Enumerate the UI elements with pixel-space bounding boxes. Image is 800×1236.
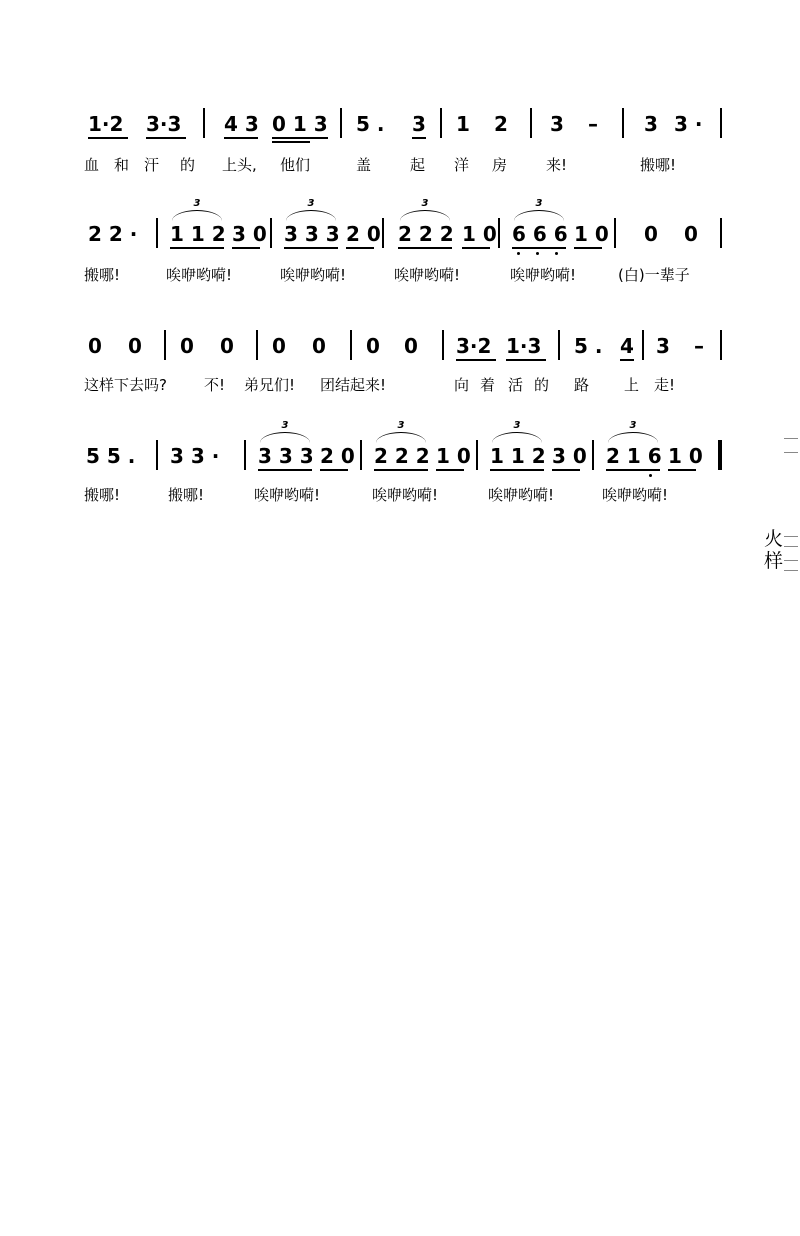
lyric: 汗 (144, 156, 160, 174)
lyrics-line (84, 484, 744, 508)
bar-line (720, 330, 722, 360)
note: 2 0 (346, 222, 381, 246)
side-char: 样 (764, 550, 784, 572)
note: 3 (412, 112, 426, 136)
lyric: 起 (410, 156, 426, 174)
bar-line (614, 218, 616, 248)
triplet-slur: 3 (514, 210, 564, 221)
bar-line (382, 218, 384, 248)
margin-mark (784, 438, 798, 439)
note: 1 0 (574, 222, 609, 246)
note: 1 (456, 112, 470, 136)
note: 0 (272, 334, 286, 358)
note: 0 (366, 334, 380, 358)
note: 0 (180, 334, 194, 358)
lyric: 盖 (356, 156, 372, 174)
triplet-slur: 3 (286, 210, 336, 221)
margin-mark (784, 536, 798, 537)
lyric: 搬哪! (84, 486, 121, 504)
margin-mark (784, 570, 798, 571)
bar-line (270, 218, 272, 248)
note: – (588, 112, 598, 136)
lyric: 向 (454, 376, 470, 394)
lyric: 唉咿哟嗬! (280, 266, 347, 284)
lyric: 唉咿哟嗬! (602, 486, 669, 504)
note: 0 (684, 222, 698, 246)
lyric: 搬哪! (168, 486, 205, 504)
bar-line (622, 108, 624, 138)
note: 3·3 (146, 112, 182, 136)
lyric: 房 (492, 156, 508, 174)
note: 0 (644, 222, 658, 246)
bar-line (256, 330, 258, 360)
note: 0 (88, 334, 102, 358)
note: 1·3 (506, 334, 542, 358)
triplet-slur: 3 (492, 432, 542, 443)
bar-line (156, 440, 158, 470)
lyric: 洋 (454, 156, 470, 174)
note: 4 3 (224, 112, 259, 136)
lyric: 唉咿哟嗬! (510, 266, 577, 284)
triplet-slur: 3 (260, 432, 310, 443)
note: 5 . (574, 334, 603, 358)
bar-line (558, 330, 560, 360)
note: 3 · (674, 112, 703, 136)
note: 1 0 (436, 444, 471, 468)
note: 3 (656, 334, 670, 358)
bar-line (203, 108, 205, 138)
bar-line (476, 440, 478, 470)
note: – (694, 334, 704, 358)
lyric: 的 (534, 376, 550, 394)
lyric: 不! (204, 376, 226, 394)
lyric: 的 (180, 156, 196, 174)
lyric: 和 (114, 156, 130, 174)
note: 3·2 (456, 334, 492, 358)
note: 5 . (356, 112, 385, 136)
note: 3 (644, 112, 658, 136)
triplet-slur: 3 (376, 432, 426, 443)
margin-mark (784, 546, 798, 547)
note: 3 3 3 (258, 444, 314, 468)
bar-line (442, 330, 444, 360)
note: 3 0 (552, 444, 587, 468)
bar-line (156, 218, 158, 248)
bar-line (720, 218, 722, 248)
bar-line (530, 108, 532, 138)
lyric: 团结起来! (320, 376, 387, 394)
triplet-slur: 3 (608, 432, 658, 443)
lyric: 唉咿哟嗬! (394, 266, 461, 284)
bar-line (340, 108, 342, 138)
lyric: (白)一辈子 (618, 266, 690, 284)
lyric: 唉咿哟嗬! (166, 266, 233, 284)
lyric: 走! (654, 376, 676, 394)
note: 2 1 6 (606, 444, 662, 468)
note: 3 (550, 112, 564, 136)
bar-line (360, 440, 362, 470)
bar-line (244, 440, 246, 470)
notes-line (84, 420, 744, 474)
bar-line (642, 330, 644, 360)
lyric: 弟兄们! (244, 376, 296, 394)
note: 3 0 (232, 222, 267, 246)
lyric: 着 (480, 376, 496, 394)
bar-line (592, 440, 594, 470)
final-bar-line (718, 440, 722, 470)
note: 0 (128, 334, 142, 358)
bar-line (350, 330, 352, 360)
bar-line (720, 108, 722, 138)
lyric: 搬哪! (640, 156, 677, 174)
note: 6 6 6 (512, 222, 568, 246)
notes-line (84, 112, 744, 142)
side-text-column (764, 528, 794, 572)
note: 5 5 . (86, 444, 136, 468)
lyric: 唉咿哟嗬! (254, 486, 321, 504)
lyric: 来! (546, 156, 568, 174)
note: 1·2 (88, 112, 124, 136)
triplet-slur: 3 (172, 210, 222, 221)
lyric: 他们 (280, 156, 311, 174)
bar-line (498, 218, 500, 248)
lyric: 血 (84, 156, 100, 174)
note: 1 1 2 (490, 444, 546, 468)
lyric: 唉咿哟嗬! (488, 486, 555, 504)
note: 0 (220, 334, 234, 358)
bar-line (164, 330, 166, 360)
note: 2 0 (320, 444, 355, 468)
lyric: 路 (574, 376, 590, 394)
note: 0 1 3 (272, 112, 328, 136)
lyric: 上头, (222, 156, 257, 174)
lyric: 上 (624, 376, 640, 394)
note: 3 3 3 (284, 222, 340, 246)
lyrics-line (84, 154, 744, 178)
note: 2 (494, 112, 508, 136)
note: 0 (404, 334, 418, 358)
note: 2 2 2 (374, 444, 430, 468)
lyric: 这样下去吗? (84, 376, 167, 394)
note: 0 (312, 334, 326, 358)
note: 1 0 (462, 222, 497, 246)
margin-mark (784, 452, 798, 453)
lyrics-line (84, 264, 744, 288)
lyrics-line (84, 374, 744, 398)
lyric: 唉咿哟嗬! (372, 486, 439, 504)
note: 2 2 2 (398, 222, 454, 246)
bar-line (440, 108, 442, 138)
margin-mark (784, 560, 798, 561)
notes-line (84, 198, 744, 252)
side-char: 火 (764, 528, 784, 550)
lyric: 搬哪! (84, 266, 121, 284)
lyric: 活 (508, 376, 524, 394)
note: 1 0 (668, 444, 703, 468)
note: 1 1 2 (170, 222, 226, 246)
notes-line (84, 334, 744, 364)
triplet-slur: 3 (400, 210, 450, 221)
note: 2 2 · (88, 222, 138, 246)
note: 4 (620, 334, 634, 358)
note: 3 3 · (170, 444, 220, 468)
